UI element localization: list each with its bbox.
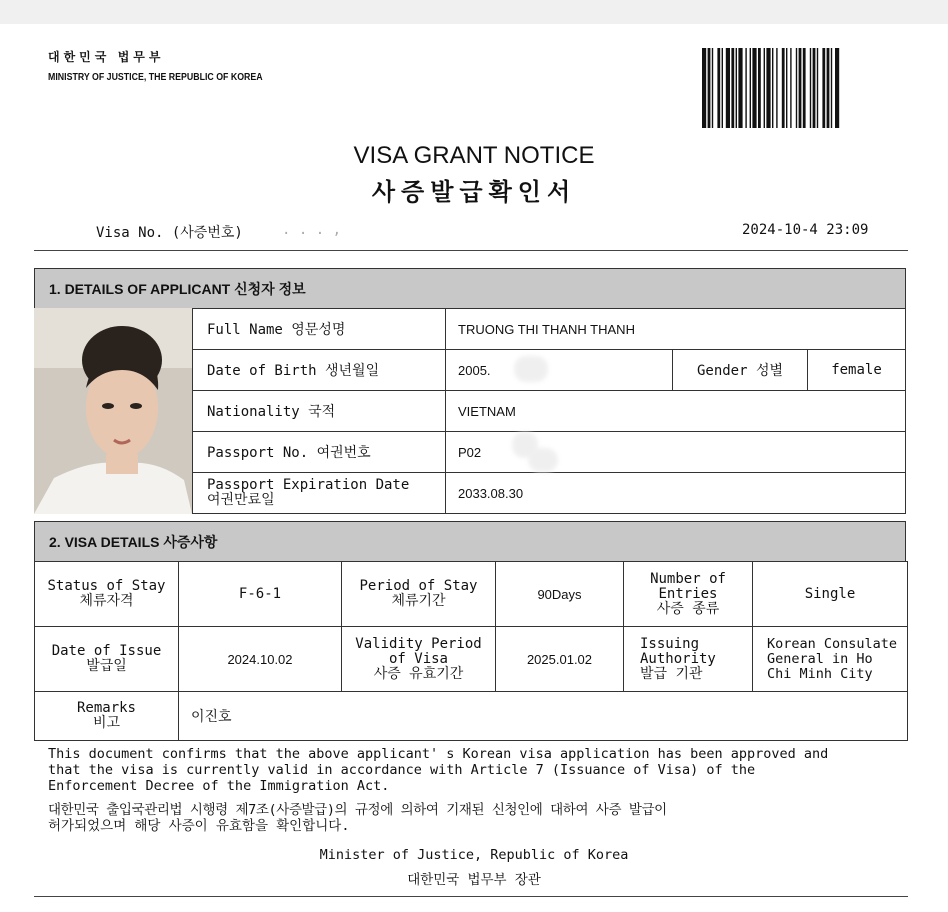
remarks-value: 이진호 [178, 691, 908, 741]
number-of-entries-label [623, 561, 753, 627]
authority-label-2: Authority [640, 650, 716, 667]
confirmation-en-line-3: Enforcement Decree of the Immigration Act. [48, 778, 390, 794]
issuing-authority-value [752, 626, 908, 692]
issuing-authority-label [623, 626, 753, 692]
visa-number-value: . . . , [282, 222, 342, 238]
authority-label-3: 발급 기관 [640, 665, 703, 682]
period-of-stay-value: 90Days [495, 561, 624, 627]
authority-label-1: Issuing [640, 635, 700, 652]
issue-datetime: 2024-10-4 23:09 [742, 222, 869, 238]
authority-line-1: Korean Consulate [767, 635, 898, 652]
validity-period-label [341, 626, 496, 692]
passport-expiration-label-en: Passport Expiration Date [207, 477, 410, 493]
authority-line-2: General in Ho [767, 650, 873, 667]
gender-value: female [807, 349, 906, 391]
remarks-label [34, 691, 179, 741]
visa-number-label: Visa No. (사증번호) [96, 225, 243, 241]
number-of-entries-value: Single [752, 561, 908, 627]
date-of-issue-value: 2024.10.02 [178, 626, 342, 692]
entries-label-3: 사증 종류 [656, 600, 720, 617]
remarks-label-en: Remarks [76, 700, 136, 716]
passport-number-value: P02 [445, 431, 906, 473]
full-name-value: TRUONG THI THANH THANH [445, 308, 906, 350]
passport-expiration-label [192, 472, 446, 514]
gender-label: Gender 성별 [672, 349, 808, 391]
nationality-label: Nationality 국적 [192, 390, 446, 432]
redaction-mark [528, 448, 558, 472]
validity-label-1: Validity Period [355, 635, 482, 652]
period-of-stay-label [341, 561, 496, 627]
passport-number-label: Passport No. 여권번호 [192, 431, 446, 473]
passport-expiration-label-ko: 여권만료일 [207, 492, 275, 508]
status-label-en: Status of Stay [47, 578, 166, 594]
remarks-label-ko: 비고 [92, 715, 121, 731]
validity-period-value: 2025.01.02 [495, 626, 624, 692]
status-of-stay-label [34, 561, 179, 627]
authority-line-3: Chi Minh City [767, 665, 873, 682]
title-english: VISA GRANT NOTICE [353, 142, 595, 169]
date-of-issue-label [34, 626, 179, 692]
confirmation-ko-line-2: 허가되었으며 해당 사증이 유효함을 확인합니다. [48, 818, 350, 834]
date-of-birth-value: 2005. [445, 349, 673, 391]
period-label-ko: 체류기간 [391, 593, 446, 609]
divider [34, 250, 908, 251]
applicant-photo [34, 308, 192, 514]
issue-label-en: Date of Issue [51, 643, 162, 659]
redaction-mark [514, 356, 548, 382]
title-korean: 사증발급확인서 [371, 178, 577, 206]
confirmation-en-line-2: that the visa is currently valid in accordance with Article 7 (Issuance of Visa) of the [48, 762, 756, 778]
period-label-en: Period of Stay [359, 578, 478, 594]
passport-expiration-value: 2033.08.30 [445, 472, 906, 514]
entries-label-2: Entries [658, 585, 718, 602]
status-label-ko: 체류자격 [79, 593, 134, 609]
ministry-name-english: MINISTRY OF JUSTICE, THE REPUBLIC OF KOREA [48, 72, 263, 83]
barcode [702, 48, 904, 128]
date-of-birth-label: Date of Birth 생년월일 [192, 349, 446, 391]
entries-label-1: Number of [650, 570, 726, 587]
status-of-stay-value: F-6-1 [178, 561, 342, 627]
issue-label-ko: 발급일 [86, 658, 127, 674]
ministry-name-korean: 대한민국 법무부 [48, 50, 165, 64]
confirmation-ko-line-1: 대한민국 출입국관리법 시행령 제7조(사증발급)의 규정에 의하여 기재된 신청인에 대하여 사증 발급이 [48, 802, 667, 818]
confirmation-en-line-1: This document confirms that the above applicant' s Korean visa application has been approved and [48, 746, 829, 762]
minister-korean: 대한민국 법무부 장관 [407, 872, 541, 888]
bottom-divider [34, 896, 908, 897]
section-visa-heading: 2. VISA DETAILS 사증사항 [34, 521, 906, 562]
minister-english: Minister of Justice, Republic of Korea [319, 847, 629, 863]
full-name-label: Full Name 영문성명 [192, 308, 446, 350]
section-applicant-heading: 1. DETAILS OF APPLICANT 신청자 정보 [34, 268, 906, 309]
validity-label-3: 사증 유효기간 [373, 665, 464, 682]
validity-label-2: of Visa [388, 650, 448, 667]
nationality-value: VIETNAM [445, 390, 906, 432]
